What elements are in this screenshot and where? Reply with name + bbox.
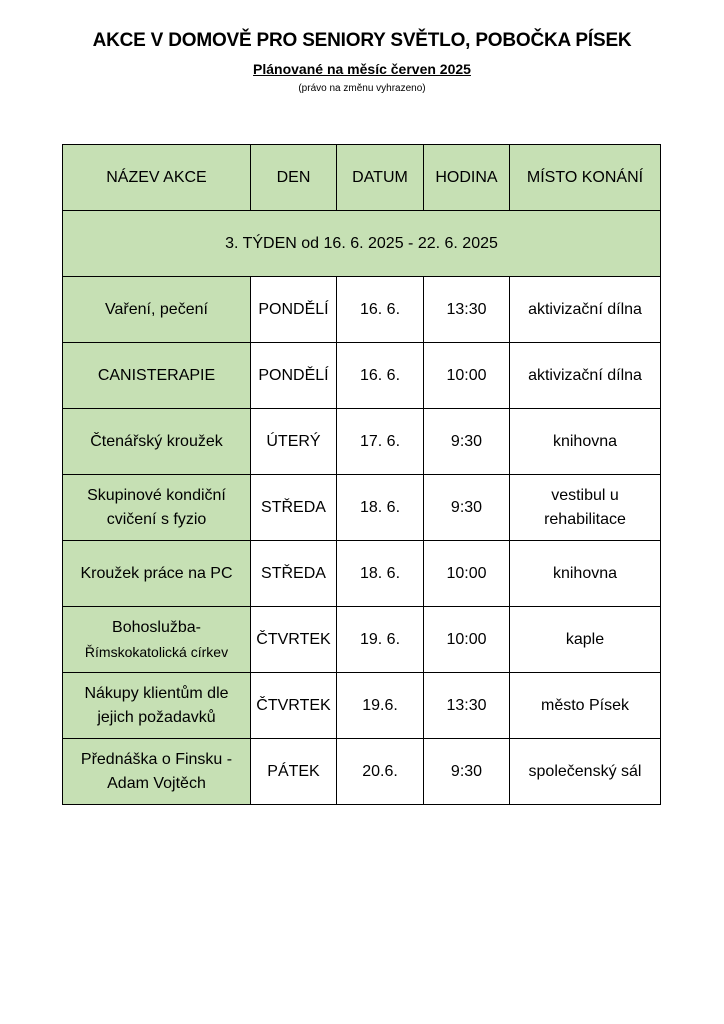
event-name-line1: Skupinové kondiční: [87, 486, 226, 504]
table-row: [63, 475, 661, 541]
event-date: 18. 6.: [337, 475, 424, 541]
event-time: 10:00: [424, 541, 510, 607]
column-header-date: DATUM: [337, 145, 424, 211]
table-row: [63, 607, 661, 673]
event-name: [63, 673, 251, 739]
event-place: aktivizační dílna: [510, 277, 661, 343]
event-time: 9:30: [424, 475, 510, 541]
event-day: ÚTERÝ: [251, 409, 337, 475]
week-row: [63, 211, 661, 277]
event-name: [63, 541, 251, 607]
header-row: [63, 145, 661, 211]
event-date: 19. 6.: [337, 607, 424, 673]
event-place: město Písek: [510, 673, 661, 739]
document-subtitle: [0, 61, 724, 79]
event-place: společenský sál: [510, 739, 661, 805]
event-name: [63, 343, 251, 409]
event-time: 9:30: [424, 409, 510, 475]
event-name-line1: Vaření, pečení: [105, 300, 208, 318]
table-row: [63, 739, 661, 805]
table-row: [63, 277, 661, 343]
event-name: [63, 475, 251, 541]
event-name: [63, 409, 251, 475]
event-date: 17. 6.: [337, 409, 424, 475]
event-date: 20.6.: [337, 739, 424, 805]
event-place-line2: rehabilitace: [544, 510, 626, 528]
event-day: STŘEDA: [251, 475, 337, 541]
event-name-line1: CANISTERAPIE: [97, 366, 216, 384]
event-name: [63, 277, 251, 343]
column-header-name: NÁZEV AKCE: [63, 145, 251, 211]
event-day: ČTVRTEK: [251, 607, 337, 673]
subtitle-text: Plánované na měsíc červen 2025: [253, 61, 471, 77]
table-row: [63, 541, 661, 607]
event-place: knihovna: [510, 409, 661, 475]
event-date: 19.6.: [337, 673, 424, 739]
event-time: 10:00: [424, 343, 510, 409]
event-day: PONDĚLÍ: [251, 343, 337, 409]
event-place: aktivizační dílna: [510, 343, 661, 409]
schedule-table: [62, 144, 661, 805]
event-name: [63, 607, 251, 673]
document-title: AKCE V DOMOVĚ PRO SENIORY SVĚTLO, POBOČKA PÍSEK: [92, 30, 632, 51]
table-row: [63, 673, 661, 739]
event-place-line1: vestibul u: [551, 486, 619, 504]
table-row: [63, 409, 661, 475]
event-place: kaple: [510, 607, 661, 673]
event-date: 18. 6.: [337, 541, 424, 607]
event-name-line1: Čtenářský kroužek: [90, 432, 223, 450]
event-place: knihovna: [510, 541, 661, 607]
week-label: 3. TÝDEN od 16. 6. 2025 - 22. 6. 2025: [63, 211, 661, 277]
event-time: 13:30: [424, 673, 510, 739]
event-name-line2: Římskokatolická církev: [84, 643, 229, 660]
event-day: PÁTEK: [251, 739, 337, 805]
event-place: [510, 475, 661, 541]
event-name-line1: Kroužek práce na PC: [80, 564, 233, 582]
column-header-place: MÍSTO KONÁNÍ: [510, 145, 661, 211]
event-name-line2: Adam Vojtěch: [107, 774, 206, 792]
event-name-line1: Přednáška o Finsku -: [80, 750, 233, 768]
column-header-time: HODINA: [424, 145, 510, 211]
event-day: ČTVRTEK: [251, 673, 337, 739]
event-name-line2: cvičení s fyzio: [106, 510, 207, 528]
table-row: [63, 343, 661, 409]
event-name-line1: Nákupy klientům dle: [84, 684, 229, 702]
event-name-line1: Bohoslužba-: [112, 618, 201, 636]
event-time: 10:00: [424, 607, 510, 673]
event-time: 9:30: [424, 739, 510, 805]
event-name: [63, 739, 251, 805]
column-header-day: DEN: [251, 145, 337, 211]
event-date: 16. 6.: [337, 277, 424, 343]
event-date: 16. 6.: [337, 343, 424, 409]
event-day: PONDĚLÍ: [251, 277, 337, 343]
event-time: 13:30: [424, 277, 510, 343]
change-note: (právo na změnu vyhrazeno): [298, 83, 426, 94]
event-name-line2: jejich požadavků: [97, 708, 216, 726]
event-day: STŘEDA: [251, 541, 337, 607]
